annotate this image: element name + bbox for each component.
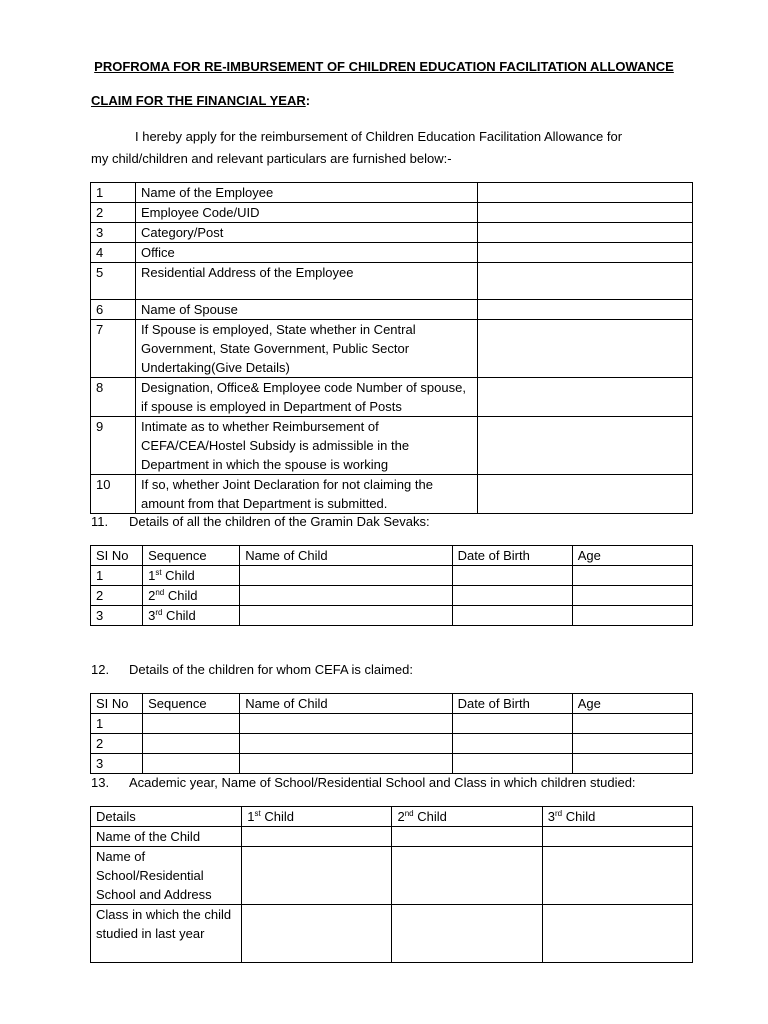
particular-row [91,243,693,263]
table-row [91,905,693,963]
section-12-heading [91,660,413,680]
si-no-cell: 3 [91,606,143,626]
sequence-suffix-sup: rd [155,608,163,617]
particular-row [91,300,693,320]
column-header: Name of Child [240,546,452,566]
si-no-cell: 2 [91,586,143,606]
child-column-suffix-sup: st [254,809,261,818]
table-row [91,734,693,754]
particular-number: 7 [91,320,136,378]
all-children-table [90,545,693,626]
table-row [91,754,693,774]
sequence-number: 3 [148,608,156,623]
section-11-heading [91,512,430,532]
child-column-word: Child [562,809,596,824]
child-detail-field[interactable] [542,905,692,963]
table-row [91,586,693,606]
detail-label: Name of the Child [91,827,242,847]
column-header [392,807,542,827]
intro-line-1: I hereby apply for the reimbursement of Children Education Facilitation Allowance for [135,129,623,144]
sequence-field[interactable] [143,714,240,734]
particular-value-field[interactable] [478,320,693,378]
particular-number: 1 [91,183,136,203]
sequence-word: Child [164,588,198,603]
particular-value-field[interactable] [478,300,693,320]
date-of-birth-field[interactable] [452,714,572,734]
header-row [91,807,693,827]
si-no-cell: 1 [91,714,143,734]
date-of-birth-field[interactable] [452,754,572,774]
sequence-number: 2 [148,588,156,603]
child-column-word: Child [260,809,294,824]
intro-paragraph [91,126,671,170]
si-no-cell: 1 [91,566,143,586]
sequence-field[interactable] [143,734,240,754]
particulars-table [90,182,693,514]
child-detail-field[interactable] [392,905,542,963]
table-row [91,606,693,626]
child-column-number: 2 [397,809,405,824]
table-row [91,714,693,734]
age-field[interactable] [572,606,692,626]
particular-label: Name of Spouse [136,300,478,320]
sequence-field[interactable] [143,754,240,774]
column-header: Age [572,546,692,566]
age-field[interactable] [572,566,692,586]
sequence-suffix-sup: st [155,568,162,577]
age-field[interactable] [572,586,692,606]
particular-row [91,183,693,203]
date-of-birth-field[interactable] [452,566,572,586]
age-field[interactable] [572,754,692,774]
si-no-cell: 3 [91,754,143,774]
particular-value-field[interactable] [478,263,693,300]
sequence-number: 1 [148,568,156,583]
sequence-word: Child [162,608,196,623]
sequence-cell [143,606,240,626]
claim-label: CLAIM FOR THE FINANCIAL YEAR [91,93,306,108]
section-12-text: Details of the children for whom CEFA is claimed: [129,662,413,677]
particular-row [91,378,693,417]
column-header: Sequence [143,694,240,714]
child-column-suffix-sup: nd [404,809,414,818]
particular-value-field[interactable] [478,243,693,263]
child-detail-field[interactable] [542,827,692,847]
particular-number: 8 [91,378,136,417]
child-detail-field[interactable] [242,905,392,963]
date-of-birth-field[interactable] [452,606,572,626]
child-detail-field[interactable] [392,847,542,905]
table-row [91,847,693,905]
particular-label: If Spouse is employed, State whether in Central Government, State Government, Public Sector Undertaking(Give Details) [136,320,478,378]
particular-label: Intimate as to whether Reimbursement of CEFA/CEA/Hostel Subsidy is admissible in the Department in which the spouse is working [136,417,478,475]
intro-line-2: my child/children and relevant particulars are furnished below:- [91,151,452,166]
particular-number: 3 [91,223,136,243]
section-13-heading [91,773,636,793]
age-field[interactable] [572,734,692,754]
section-12-number: 12. [91,662,110,677]
date-of-birth-field[interactable] [452,734,572,754]
detail-label: Name of School/Residential School and Address [91,847,242,905]
particular-label: If so, whether Joint Declaration for not claiming the amount from that Department is submitted. [136,475,478,514]
particular-value-field[interactable] [478,223,693,243]
column-header: Age [572,694,692,714]
age-field[interactable] [572,714,692,734]
sequence-cell [143,586,240,606]
section-13-number: 13. [91,775,110,790]
name-of-child-field[interactable] [240,586,452,606]
claim-colon: : [305,93,311,108]
child-column-suffix-sup: rd [554,809,563,818]
particular-value-field[interactable] [478,417,693,475]
claim-financial-year [91,91,310,111]
particular-label: Category/Post [136,223,478,243]
particular-label: Employee Code/UID [136,203,478,223]
section-11-number: 11. [91,514,109,529]
particular-label: Name of the Employee [136,183,478,203]
child-column-word: Child [413,809,447,824]
particular-number: 2 [91,203,136,223]
child-column-number: 1 [247,809,255,824]
child-detail-field[interactable] [242,847,392,905]
column-header: SI No [91,694,143,714]
header-row [91,694,693,714]
particular-number: 5 [91,263,136,300]
school-details-table [90,806,693,963]
column-header: Sequence [143,546,240,566]
particular-value-field[interactable] [478,378,693,417]
table-row [91,566,693,586]
particular-number: 9 [91,417,136,475]
column-header [242,807,392,827]
column-header [91,807,242,827]
child-detail-field[interactable] [392,827,542,847]
name-of-child-field[interactable] [240,754,452,774]
sequence-cell [143,566,240,586]
cefa-children-table [90,693,693,774]
column-header: Date of Birth [452,694,572,714]
particular-row [91,223,693,243]
sequence-suffix-sup: nd [155,588,165,597]
table-row [91,827,693,847]
column-header: SI No [91,546,143,566]
particular-label: Residential Address of the Employee [136,263,478,300]
name-of-child-field[interactable] [240,566,452,586]
particular-label: Office [136,243,478,263]
particular-row [91,203,693,223]
particular-value-field[interactable] [478,183,693,203]
date-of-birth-field[interactable] [452,586,572,606]
child-detail-field[interactable] [542,847,692,905]
particular-label: Designation, Office& Employee code Number of spouse, if spouse is employed in Department of Posts [136,378,478,417]
form-title: PROFROMA FOR RE-IMBURSEMENT OF CHILDREN EDUCATION FACILITATION ALLOWANCE [94,59,674,74]
particular-number: 4 [91,243,136,263]
name-of-child-field[interactable] [240,606,452,626]
child-detail-field[interactable] [242,827,392,847]
column-header-text: Details [96,809,136,824]
particular-value-field[interactable] [478,475,693,514]
section-11-text: Details of all the children of the Gramin Dak Sevaks: [129,514,430,529]
name-of-child-field[interactable] [240,714,452,734]
column-header: Name of Child [240,694,452,714]
si-no-cell: 2 [91,734,143,754]
sequence-word: Child [161,568,195,583]
particular-row [91,417,693,475]
particular-number: 6 [91,300,136,320]
particular-row [91,263,693,300]
detail-label: Class in which the child studied in last year [91,905,242,963]
name-of-child-field[interactable] [240,734,452,754]
particular-row [91,475,693,514]
header-row [91,546,693,566]
column-header [542,807,692,827]
particular-number: 10 [91,475,136,514]
particular-value-field[interactable] [478,203,693,223]
particular-row [91,320,693,378]
child-column-number: 3 [547,809,555,824]
column-header: Date of Birth [452,546,572,566]
section-13-text: Academic year, Name of School/Residential School and Class in which children studied: [129,775,636,790]
